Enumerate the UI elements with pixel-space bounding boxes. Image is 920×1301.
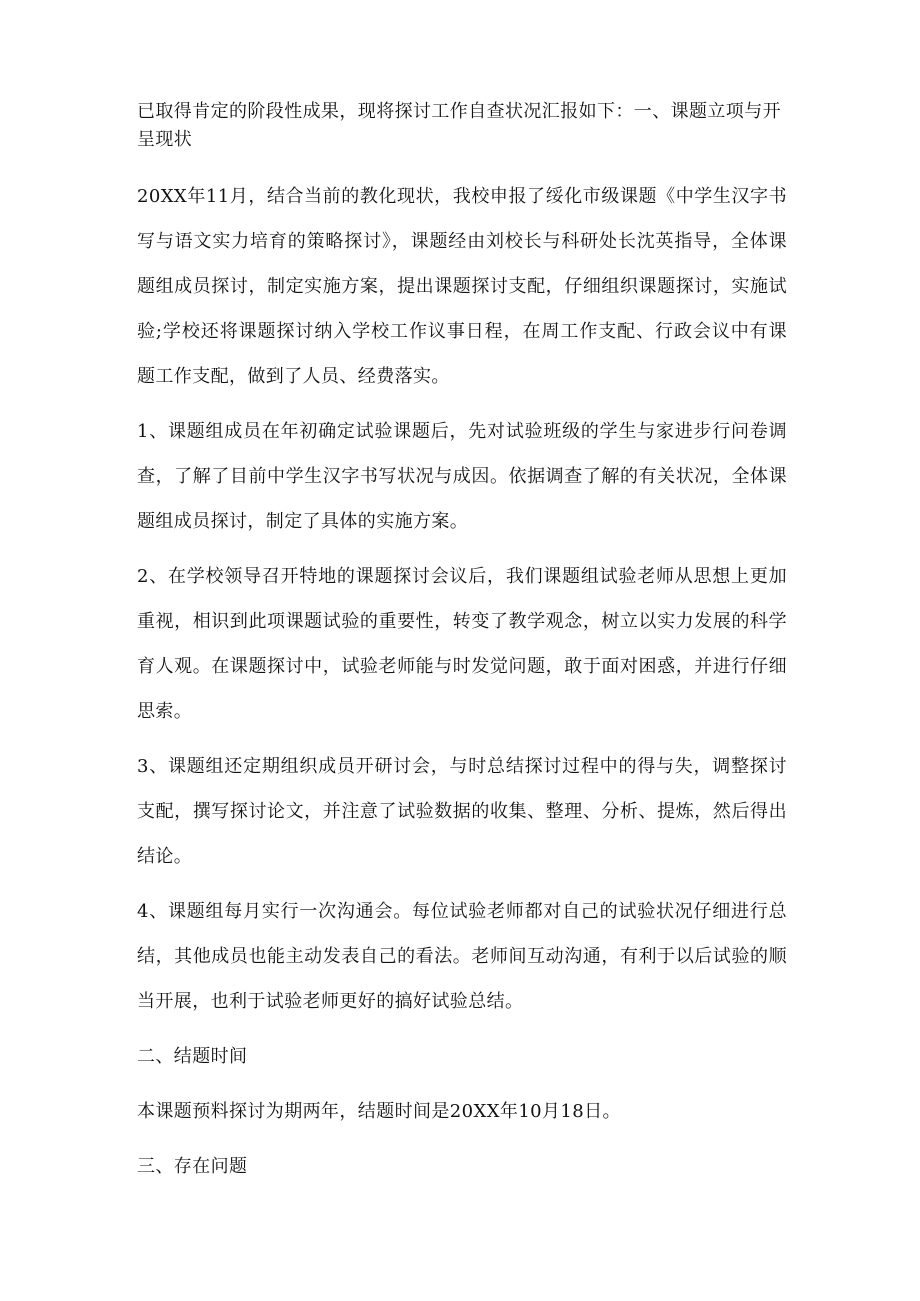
paragraph-closing-time: 本课题预料探讨为期两年，结题时间是20XX年10月18日。 — [137, 1101, 621, 1122]
intro-text: 已取得肯定的阶段性成果，现将探讨工作自查状况汇报如下：一、课题立项与开呈现状 — [137, 101, 781, 150]
paragraph-item-3: 3、课题组还定期组织成员开研讨会，与时总结探讨过程中的得与失，调整探讨支配，撰写探讨论文，并注意了试验数据的收集、整理、分析、提炼，然后得出结论。 — [137, 756, 787, 867]
paragraph-item-1: 1、课题组成员在年初确定试验课题后，先对试验班级的学生与家进步行问卷调查，了解了目前中学生汉字书写状况与成因。依据调查了解的有关状况，全体课题组成员探讨，制定了具体的实施方案。 — [137, 421, 787, 532]
paragraph-item-2: 2、在学校领导召开特地的课题探讨会议后，我们课题组试验老师从思想上更加重视，相识到此项课题试验的重要性，转变了教学观念，树立以实力发展的科学育人观。在课题探讨中，试验老师能与时发觉问题，敢于面对困惑，并进行仔细思索。 — [137, 566, 787, 722]
section-heading-closing-time: 二、结题时间 — [137, 1046, 248, 1067]
paragraph-item-4: 4、课题组每月实行一次沟通会。每位试验老师都对自己的试验状况仔细进行总结，其他成员也能主动发表自己的看法。老师间互动沟通，有利于以后试验的顺当开展，也利于试验老师更好的搞好试验总结。 — [137, 901, 787, 1012]
section-heading-issues: 三、存在问题 — [137, 1156, 248, 1177]
document-page — [137, 98, 787, 1199]
paragraph-project-background: 20XX年11月，结合当前的教化现状，我校申报了绥化市级课题《中学生汉字书写与语文实力培育的策略探讨》，课题经由刘校长与科研处长沈英指导，全体课题组成员探讨，制定实施方案，提出课题探讨支配，仔细组织课题探讨，实施试验;学校还将课题探讨纳入学校工作议事日程，在周工作支配、行政会议中有课题工作支配，做到了人员、经费落实。 — [137, 186, 787, 387]
